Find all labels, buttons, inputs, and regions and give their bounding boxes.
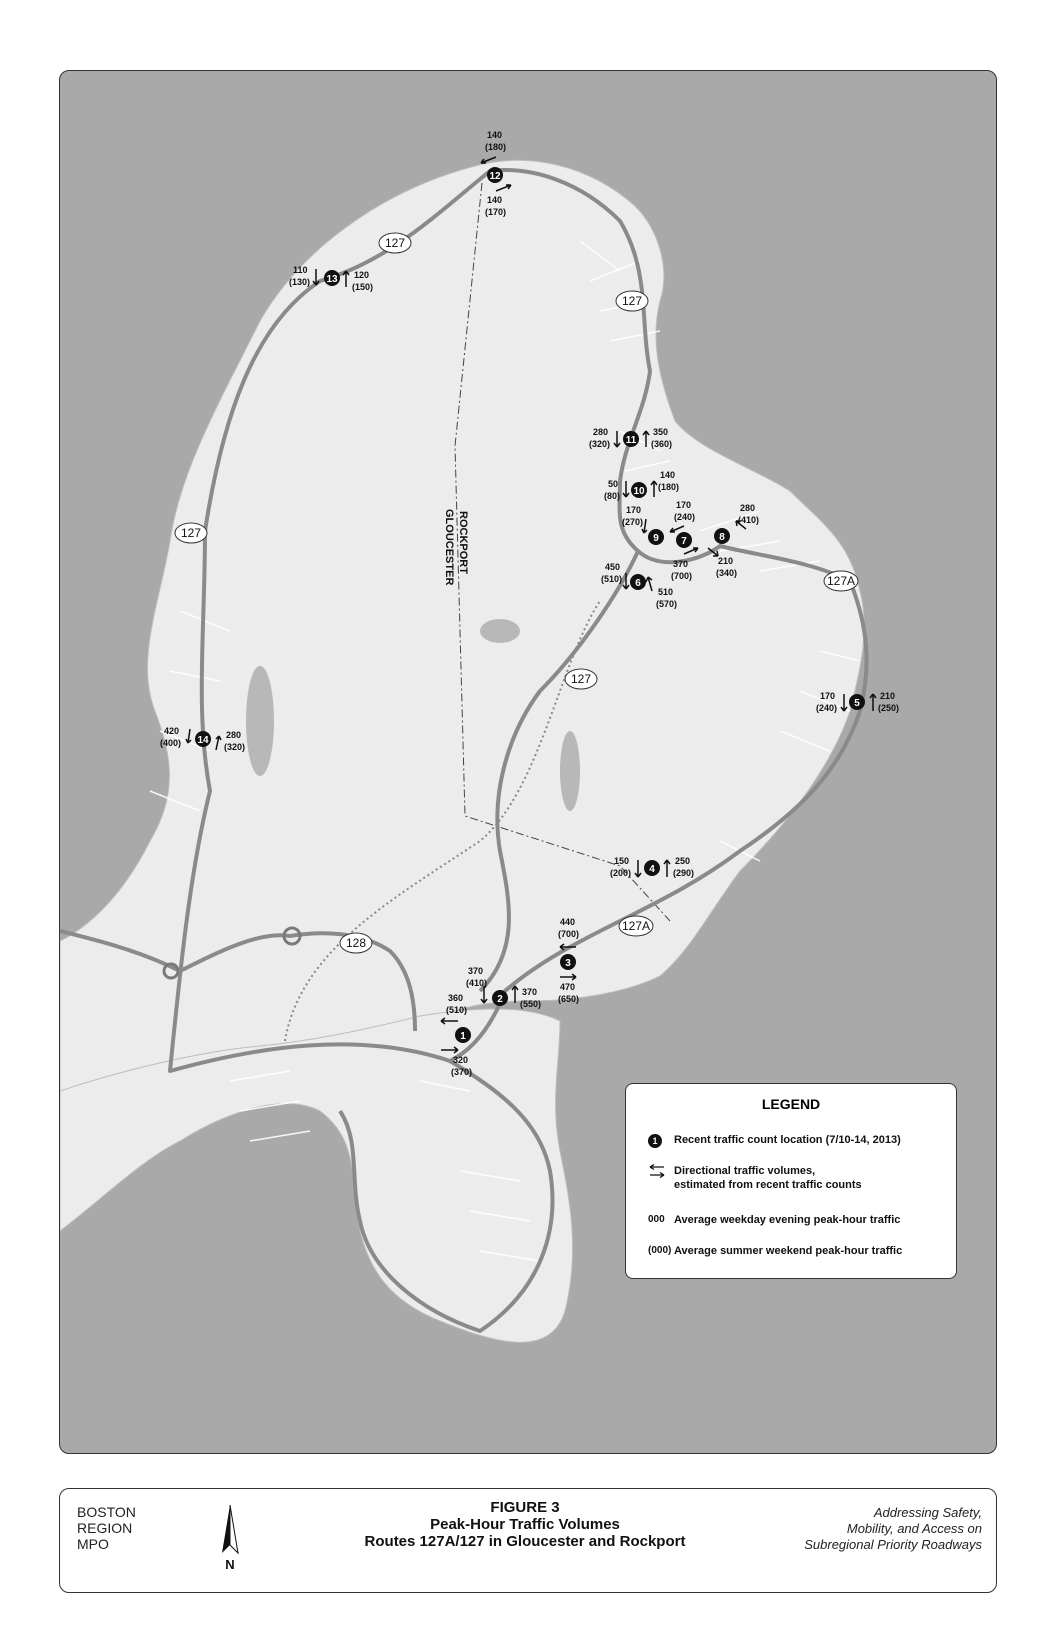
svg-text:5: 5 <box>854 698 860 709</box>
svg-text:(250): (250) <box>878 703 900 713</box>
direction-arrows-icon <box>648 1164 674 1181</box>
svg-text:(410): (410) <box>466 978 488 988</box>
svg-text:250: 250 <box>675 856 691 866</box>
svg-text:11: 11 <box>625 435 637 446</box>
mpo-line: MPO <box>77 1536 109 1552</box>
route-shield-127 <box>379 233 411 253</box>
legend-row-weekday <box>648 1214 900 1226</box>
figure-title-block <box>290 1499 760 1550</box>
svg-text:127: 127 <box>621 294 643 308</box>
legend-title: LEGEND <box>761 1096 821 1112</box>
pond <box>246 666 274 776</box>
svg-text:(510): (510) <box>601 574 623 584</box>
svg-text:470: 470 <box>560 982 576 992</box>
route-shield-128 <box>340 933 372 953</box>
svg-text:170: 170 <box>820 691 836 701</box>
svg-text:(130): (130) <box>289 277 311 287</box>
legend-arrows-text-2: estimated from recent traffic counts <box>674 1179 862 1191</box>
svg-text:510: 510 <box>658 587 674 597</box>
route-shield-127 <box>616 291 648 311</box>
svg-text:(240): (240) <box>816 703 838 713</box>
svg-text:(290): (290) <box>673 868 695 878</box>
route-shield-127a <box>824 571 858 591</box>
boundary-label-rockport: ROCKPORT <box>457 511 469 574</box>
footer-panel <box>59 1488 997 1593</box>
svg-text:360: 360 <box>448 993 464 1003</box>
svg-text:(270): (270) <box>622 517 644 527</box>
svg-text:(370): (370) <box>451 1067 473 1077</box>
count-location-icon: 1 <box>648 1134 662 1148</box>
svg-text:110: 110 <box>293 265 308 275</box>
map-frame <box>59 70 997 1454</box>
mpo-line: BOSTON <box>77 1504 136 1520</box>
mpo-line: REGION <box>77 1520 133 1536</box>
project-line: Subregional Priority Roadways <box>804 1537 982 1552</box>
svg-text:10: 10 <box>633 486 645 497</box>
svg-text:(180): (180) <box>485 142 507 152</box>
route-shield-127 <box>565 669 597 689</box>
legend-row-location <box>648 1134 901 1148</box>
svg-text:140: 140 <box>487 195 503 205</box>
pond <box>560 731 580 811</box>
svg-text:(650): (650) <box>558 994 580 1004</box>
svg-text:4: 4 <box>649 864 655 875</box>
svg-text:14: 14 <box>197 735 209 746</box>
svg-text:450: 450 <box>605 562 621 572</box>
svg-text:(320): (320) <box>224 742 246 752</box>
svg-text:(410): (410) <box>738 515 760 525</box>
legend-row-arrows <box>648 1164 862 1192</box>
project-line: Addressing Safety, <box>873 1505 982 1520</box>
legend-weekday-symbol: 000 <box>648 1214 665 1225</box>
pond <box>480 619 520 643</box>
svg-text:280: 280 <box>593 427 609 437</box>
svg-text:280: 280 <box>226 730 242 740</box>
svg-text:150: 150 <box>614 856 630 866</box>
svg-text:2: 2 <box>497 994 503 1005</box>
legend-row-summer <box>648 1245 902 1257</box>
svg-text:370: 370 <box>673 559 689 569</box>
svg-text:8: 8 <box>719 532 725 543</box>
svg-text:280: 280 <box>740 503 756 513</box>
svg-text:(340): (340) <box>716 568 738 578</box>
figure-title: Peak-Hour Traffic Volumes <box>430 1516 620 1533</box>
svg-text:170: 170 <box>626 505 642 515</box>
svg-text:420: 420 <box>164 726 180 736</box>
mpo-name <box>77 1504 136 1552</box>
figure-subtitle: Routes 127A/127 in Gloucester and Rockport <box>364 1533 686 1550</box>
svg-text:(200): (200) <box>610 868 632 878</box>
figure-number: FIGURE 3 <box>490 1499 560 1516</box>
svg-text:(700): (700) <box>671 571 693 581</box>
svg-text:120: 120 <box>354 270 370 280</box>
svg-text:128: 128 <box>345 936 367 950</box>
route-shield-127 <box>175 523 207 543</box>
boundary-label-gloucester: GLOUCESTER <box>443 509 455 586</box>
svg-text:13: 13 <box>326 274 338 285</box>
svg-text:127: 127 <box>384 236 406 250</box>
legend-arrows-text-1: Directional traffic volumes, <box>674 1165 816 1177</box>
svg-text:370: 370 <box>522 987 538 997</box>
legend-weekday-text: Average weekday evening peak-hour traffic <box>674 1214 901 1226</box>
svg-text:(170): (170) <box>485 207 507 217</box>
svg-text:210: 210 <box>718 556 734 566</box>
svg-text:320: 320 <box>453 1055 469 1065</box>
svg-text:127A: 127A <box>826 574 856 588</box>
land-cape-ann <box>60 160 864 1091</box>
svg-text:12: 12 <box>489 171 501 182</box>
svg-text:140: 140 <box>660 470 676 480</box>
svg-text:(400): (400) <box>160 738 182 748</box>
svg-text:370: 370 <box>468 966 484 976</box>
svg-text:127: 127 <box>180 526 202 540</box>
svg-text:140: 140 <box>487 130 503 140</box>
svg-text:170: 170 <box>676 500 692 510</box>
svg-text:440: 440 <box>560 917 576 927</box>
svg-text:(80): (80) <box>604 491 621 501</box>
svg-text:(570): (570) <box>656 599 678 609</box>
svg-text:(700): (700) <box>558 929 580 939</box>
svg-text:127A: 127A <box>621 919 651 933</box>
route-shield-127a <box>619 916 653 936</box>
svg-text:(360): (360) <box>651 439 673 449</box>
svg-text:3: 3 <box>565 958 571 969</box>
svg-text:(150): (150) <box>352 282 374 292</box>
svg-text:(240): (240) <box>674 512 696 522</box>
svg-text:127: 127 <box>570 672 592 686</box>
legend-summer-text: Average summer weekend peak-hour traffic <box>674 1245 903 1257</box>
project-line: Mobility, and Access on <box>846 1521 982 1536</box>
legend-box <box>625 1083 957 1279</box>
svg-text:6: 6 <box>635 578 641 589</box>
legend-summer-symbol: (000) <box>648 1245 672 1256</box>
svg-text:350: 350 <box>653 427 669 437</box>
north-arrow-icon <box>218 1503 242 1575</box>
svg-text:50: 50 <box>608 479 619 489</box>
svg-text:(550): (550) <box>520 999 542 1009</box>
svg-text:(180): (180) <box>658 482 680 492</box>
svg-text:(510): (510) <box>446 1005 468 1015</box>
svg-text:1: 1 <box>460 1031 466 1042</box>
svg-text:210: 210 <box>880 691 896 701</box>
svg-text:(320): (320) <box>589 439 611 449</box>
svg-text:9: 9 <box>653 533 659 544</box>
svg-text:7: 7 <box>681 536 687 547</box>
legend-location-text: Recent traffic count location (7/10-14, 2013) <box>674 1134 901 1146</box>
svg-text:N: N <box>225 1557 235 1572</box>
project-title <box>742 1505 982 1553</box>
